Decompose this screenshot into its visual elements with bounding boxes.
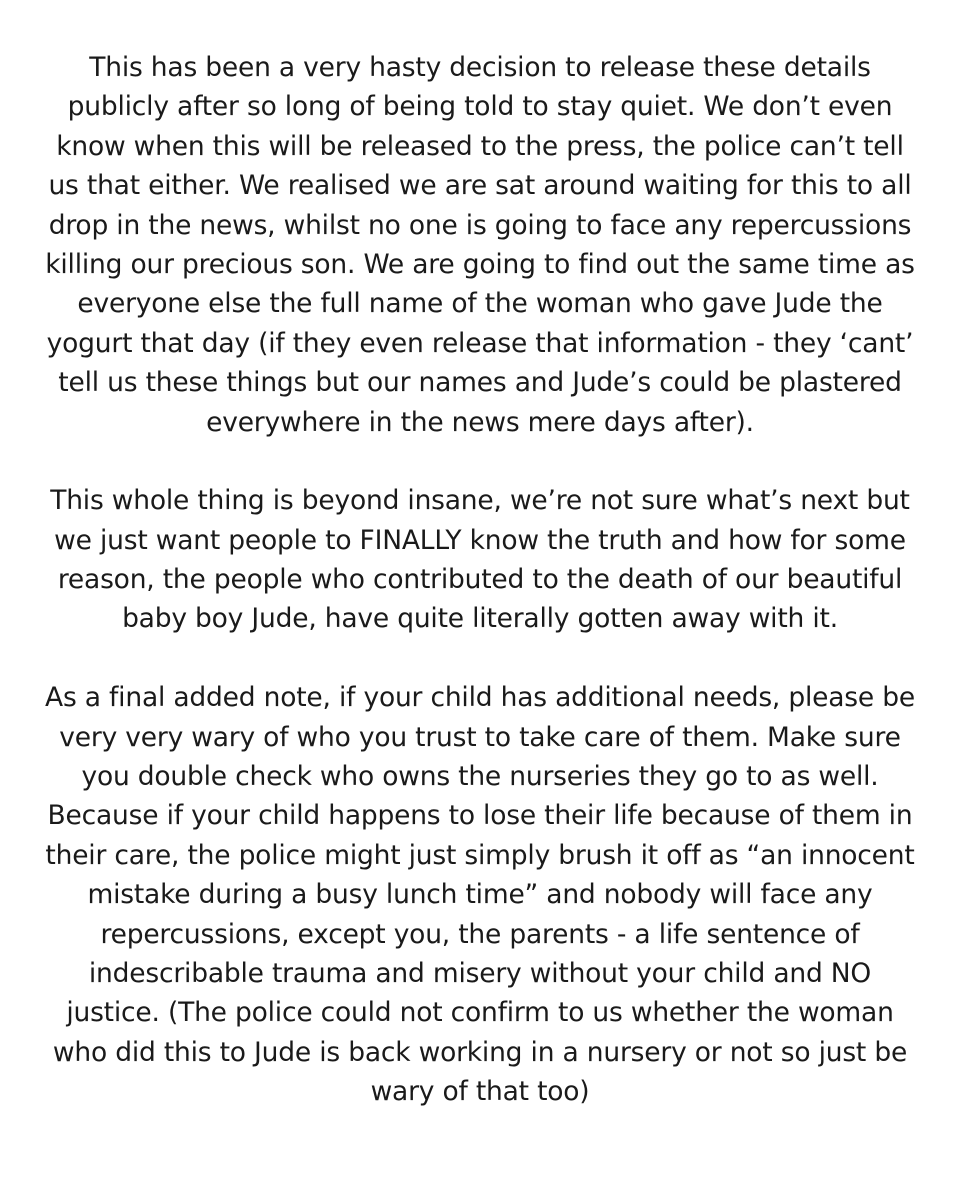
text-line: yogurt that day (if they even release that information - they ‘cant’ (46, 327, 914, 359)
text-line: killing our precious son. We are going to find out the same time as (45, 248, 915, 280)
text-line: who did this to Jude is back working in a nursery or not so just be (52, 1036, 908, 1068)
text-line: repercussions, except you, the parents - a life sentence of (100, 918, 860, 950)
text-line: mistake during a busy lunch time” and nobody will face any (87, 879, 873, 911)
paragraph-3 (20, 678, 940, 1111)
text-line: wary of that too) (370, 1076, 590, 1108)
text-line: everywhere in the news mere days after). (206, 406, 754, 438)
text-line: indescribable trauma and misery without your child and NO (88, 957, 872, 989)
paragraph-gap (20, 442, 940, 481)
text-line: justice. (The police could not confirm to us whether the woman (66, 997, 894, 1029)
text-line: very very wary of who you trust to take care of them. Make sure (59, 721, 901, 753)
text-line: This whole thing is beyond insane, we’re not sure what’s next but (50, 485, 910, 517)
text-line: Because if your child happens to lose their life because of them in (47, 800, 913, 832)
text-line: us that either. We realised we are sat around waiting for this to all (48, 170, 912, 202)
text-line: publicly after so long of being told to stay quiet. We don’t even (67, 91, 893, 123)
text-line: tell us these things but our names and Jude’s could be plastered (58, 367, 902, 399)
text-line: As a final added note, if your child has additional needs, please be (45, 682, 915, 714)
text-line: This has been a very hasty decision to release these details (89, 52, 871, 83)
statement-text (20, 48, 940, 1112)
text-line: reason, the people who contributed to the death of our beautiful (57, 564, 903, 596)
paragraph-1 (20, 48, 940, 442)
text-line: everyone else the full name of the woman who gave Jude the (77, 288, 883, 320)
text-line: their care, the police might just simply brush it off as “an innocent (45, 839, 915, 871)
text-line: you double check who owns the nurseries they go to as well. (81, 761, 879, 793)
paragraph-gap (20, 639, 940, 678)
text-line: we just want people to FINALLY know the truth and how for some (54, 524, 906, 556)
paragraph-2 (20, 481, 940, 639)
text-line: baby boy Jude, have quite literally gotten away with it. (122, 603, 838, 635)
text-line: drop in the news, whilst no one is going to face any repercussions (48, 209, 912, 241)
text-line: know when this will be released to the press, the police can’t tell (56, 130, 904, 162)
